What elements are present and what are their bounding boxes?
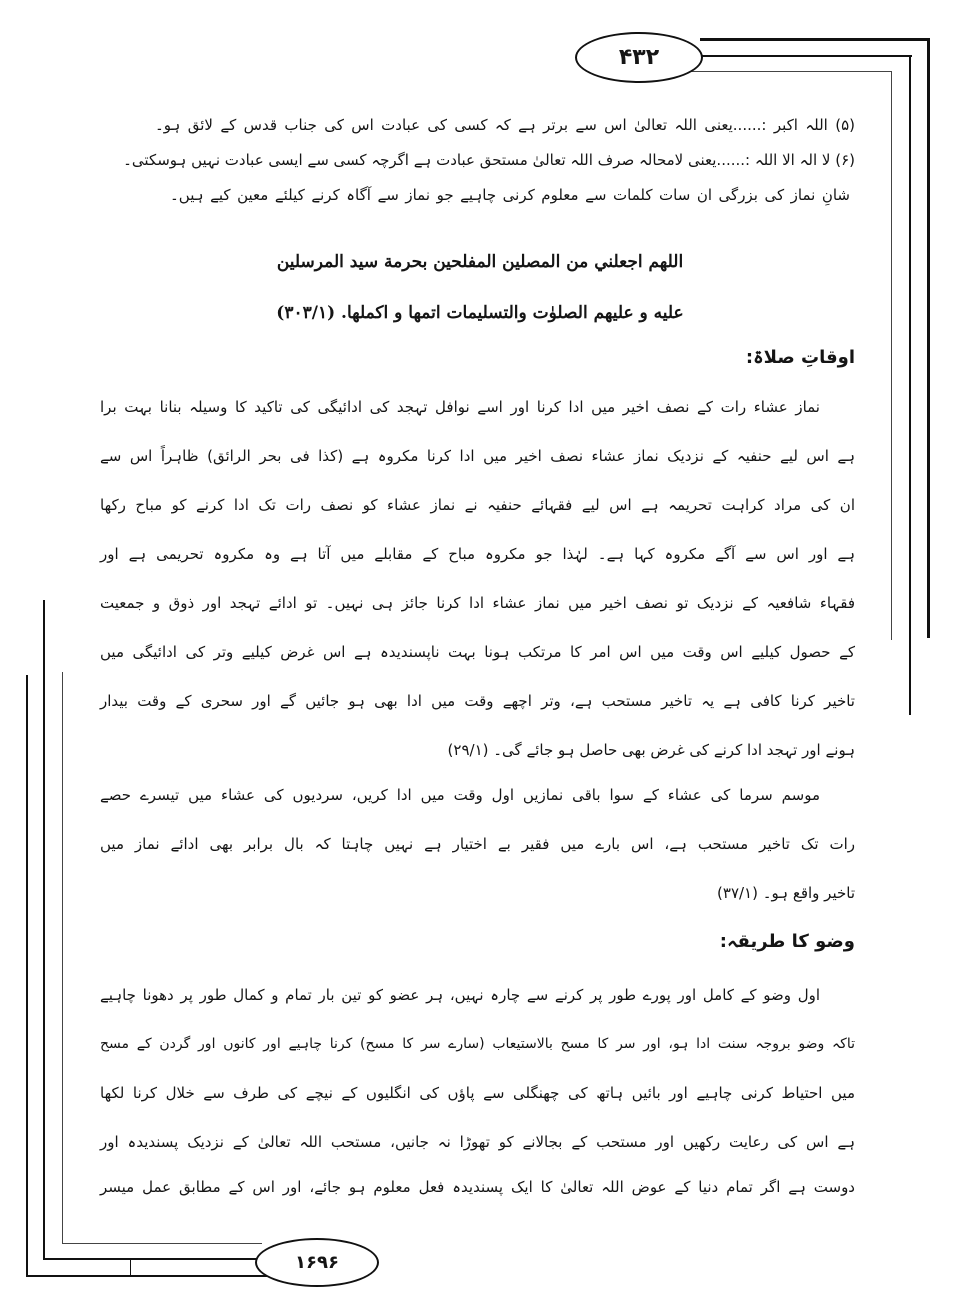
paragraph-line: اول وضو کے کامل اور پورے طور پر کرنے سے چارہ نہیں، ہر عضو کو تین بار تمام و کمال طور پر دھونا چاہیے <box>100 986 820 1004</box>
paragraph-line: تاخیر کرنا کافی ہے یہ تاخیر مستحب ہے، وتر اچھے وقت میں ادا بھی ہو جائیں گے اور سحری کے وقت بیدار <box>100 692 855 710</box>
section-heading-wudu-method: وضو کا طریقہ: <box>719 931 855 952</box>
paragraph-line: نماز عشاء رات کے نصف اخیر میں ادا کرنا اور اسے نوافل تہجد کی ادائیگی کی تاکید کا وسیلہ بنانا بہت برا <box>100 398 820 416</box>
intro-summary: شانِ نماز کی بزرگی ان سات کلمات سے معلوم کرنی چاہیے جو نماز سے آگاہ کرنے کیلئے معین کیے ہیں۔ <box>170 186 850 204</box>
paragraph-line: ہے اس کی رعایت رکھیں اور مستحب کے بجالانے کو تھوڑا نہ جانیں، مستحب اللہ تعالیٰ کے نزدیک پسندیدہ اور <box>100 1133 855 1151</box>
paragraph-line: ہے اور اس سے آگے مکروہ کہا ہے۔ لہٰذا جو مکروہ مباح کے مقابلے میں آتا ہے وہ مکروہ تحریمی ہے اور <box>100 545 855 563</box>
paragraph-line: تاکہ وضو بروجہ سنت ادا ہو، اور سر کا مسح بالاستیعاب (سارے سر کا مسح) کرنا چاہیے اور کانوں اور گردن کے مسح <box>100 1036 855 1052</box>
dua-line: عليه و عليهم الصلوٰت والتسليمات اتمها و اكملها. (۳۰۳/۱) <box>276 303 684 323</box>
section-heading-prayer-times: اوقاتِ صلاۃ: <box>745 347 855 368</box>
paragraph-line: فقہاء شافعیہ کے نزدیک تو نصف اخیر میں نماز عشاء ادا کرنا جائز ہی نہیں۔ تو ادائے تہجد اور ذوق و جمعیت <box>100 594 855 612</box>
frame-line <box>62 672 63 1244</box>
intro-item-5: (۵) اللہ اکبر :......یعنی اللہ تعالیٰ اس سے برتر ہے کہ کسی کی عبادت اس کی جناب قدس کے لائق ہو۔ <box>155 116 855 134</box>
dua-line: اللهم اجعلني من المصلين المفلحين بحرمة سيد المرسلين <box>276 252 684 272</box>
frame-line <box>43 600 45 1260</box>
page-number-bottom-text: ۱۶۹۶ <box>295 1252 339 1273</box>
frame-line <box>690 71 892 72</box>
paragraph-line: ان کی مراد کراہت تحریمہ ہے اس لیے فقہائے حنفیہ نے نماز عشاء کو نصف رات تک ادا کرنے کو مباح رکھا <box>100 496 855 514</box>
frame-line <box>26 1275 271 1277</box>
frame-line <box>130 1259 131 1276</box>
frame-line <box>62 1243 262 1244</box>
paragraph-line: دوست ہے اگر تمام دنیا کے عوض اللہ تعالیٰ کا ایک پسندیدہ فعل معلوم ہو جائے، اور اس کے مطابق عمل میسر <box>100 1178 855 1196</box>
page-number-bottom <box>255 1238 379 1287</box>
intro-item-6: (۶) لا الہ الا اللہ :......یعنی لامحالہ صرف اللہ تعالیٰ مستحق عبادت ہے اگرچہ کسی سے ایسی عبادت نہیں ہوسکتی۔ <box>123 151 855 169</box>
paragraph-line: کے حصول کیلیے اس وقت میں اس امر کا مرتکب ہونا بہت ناپسندیدہ ہے اس غرض کیلیے وتر کی ادائیگی میں <box>100 643 855 661</box>
frame-line <box>700 55 912 57</box>
page-number-top-text: ۴۳۲ <box>618 45 660 70</box>
frame-line <box>26 675 28 1277</box>
paragraph-line: ہے اس لیے حنفیہ کے نزدیک نماز عشاء نصف اخیر میں ادا کرنا مکروہ ہے (کذا فی بحر الرائق) ظاہراً اس سے <box>100 447 855 465</box>
paragraph-line: ہونے اور تہجد ادا کرنے کی غرض بھی حاصل ہو جائے گی۔ (۲۹/۱) <box>447 741 855 759</box>
frame-line <box>891 71 892 640</box>
paragraph-line: میں احتیاط کرنی چاہیے اور بائیں ہاتھ کی چھنگلی سے پاؤں کی انگلیوں کے نیچے کی طرف سے خلال کرنا لکھا <box>100 1084 855 1102</box>
paragraph-line: رات تک تاخیر مستحب ہے، اس بارے میں فقیر بے اختیار ہے نہیں چاہتا کہ بال برابر بھی ادائے نماز میں <box>100 835 855 853</box>
paragraph-line: موسم سرما کی عشاء کے سوا باقی نمازیں اول وقت میں ادا کریں، سردیوں کی عشاء میں تیسرے حصے <box>100 786 820 804</box>
frame-line <box>909 55 911 715</box>
frame-line <box>700 38 930 41</box>
paragraph-line: تاخیر واقع ہو۔ (۳۷/۱) <box>717 884 855 902</box>
frame-line <box>43 1258 258 1260</box>
page-number-top <box>575 32 703 83</box>
frame-line <box>927 38 930 638</box>
